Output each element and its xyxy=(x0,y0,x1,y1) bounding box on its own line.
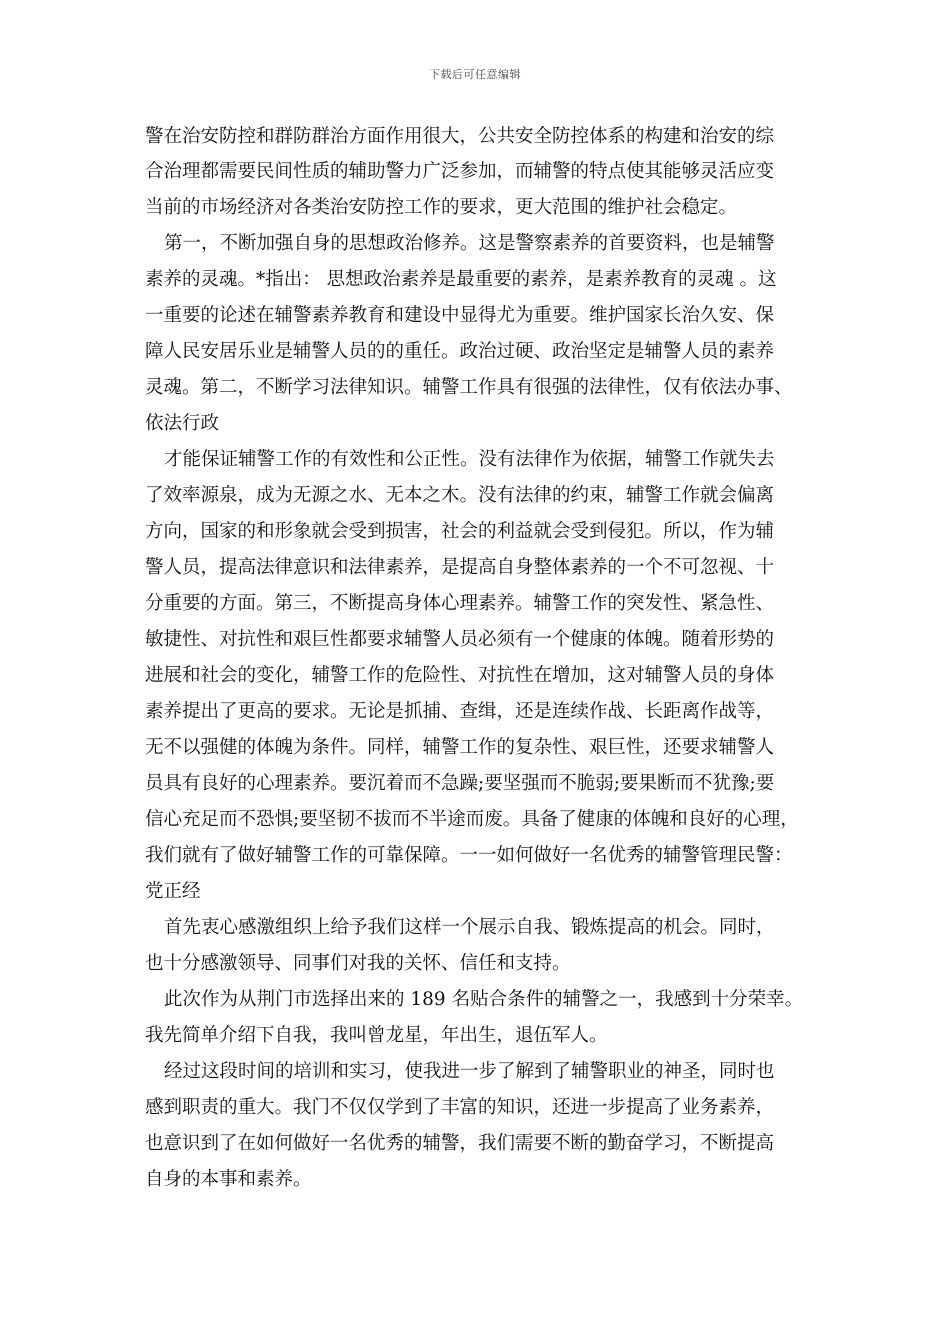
text-line: 党正经 xyxy=(145,881,201,902)
text-line: 感到职责的重大。我门不仅仅学到了丰富的知识，还进一步提高了业务素养， xyxy=(145,1097,775,1118)
text-line: 我先简单介绍下自我，我叫曾龙星，年出生，退伍军人。 xyxy=(145,1025,608,1046)
text-line: 分重要的方面。第三，不断提高身体心理素养。辅警工作的突发性、紧急性、 xyxy=(145,593,775,614)
text-line: 障人民安居乐业是辅警人员的的重任。政治过硬、政治坚定是辅警人员的素养 xyxy=(145,341,775,362)
text-line: 无不以强健的体魄为条件。同样，辅警工作的复杂性、艰巨性，还要求辅警人 xyxy=(145,737,775,758)
text-line: 警人员，提高法律意识和法律素养，是提高自身整体素养的一个不可忽视、十 xyxy=(145,557,775,578)
paragraph-first-line: 才能保证辅警工作的有效性和公正性。没有法律作为依据，辅警工作就失去 xyxy=(164,449,775,470)
text-line: 一重要的论述在辅警素养教育和建设中显得尤为重要。维护国家长治久安、保 xyxy=(145,305,775,326)
text-line: 进展和社会的变化，辅警工作的危险性、对抗性在增加，这对辅警人员的身体 xyxy=(145,665,775,686)
text-line: 素养的灵魂。*指出： 思想政治素养是最重要的素养，是素养教育的灵魂 。这 xyxy=(145,269,777,290)
text-line: 敏捷性、对抗性和艰巨性都要求辅警人员必须有一个健康的体魄。随着形势的 xyxy=(145,629,775,650)
text-line: 我们就有了做好辅警工作的可靠保障。一一如何做好一名优秀的辅警管理民警： xyxy=(145,845,793,866)
text-line: 了效率源泉，成为无源之水、无本之木。没有法律的约束，辅警工作就会偏离 xyxy=(145,485,775,506)
text-line: 自身的本事和素养。 xyxy=(145,1169,312,1190)
text-line: 方向，国家的和形象就会受到损害，社会的利益就会受到侵犯。所以，作为辅 xyxy=(145,521,775,542)
paragraph-first-line: 首先衷心感激组织上给予我们这样一个展示自我、锻炼提高的机会。同时， xyxy=(164,917,775,938)
paragraph-first-line: 第一，不断加强自身的思想政治修养。这是警察素养的首要资料，也是辅警 xyxy=(164,233,775,254)
paragraph-first-line: 此次作为从荆门市选择出来的 189 名贴合条件的辅警之一，我感到十分荣幸。 xyxy=(164,989,804,1010)
paragraph-first-line: 经过这段时间的培训和实习，使我进一步了解到了辅警职业的神圣，同时也 xyxy=(164,1061,775,1082)
text-line: 信心充足而不恐惧;要坚韧不拔而不半途而废。具备了健康的体魄和良好的心理， xyxy=(145,809,799,830)
text-line: 也十分感激领导、同事们对我的关怀、信任和支持。 xyxy=(145,953,571,974)
text-line: 警在治安防控和群防群治方面作用很大，公共安全防控体系的构建和治安的综 xyxy=(145,126,775,147)
text-line: 当前的市场经济对各类治安防控工作的要求，更大范围的维护社会稳定。 xyxy=(145,197,738,218)
text-line: 合治理都需要民间性质的辅助警力广泛参加，而辅警的特点使其能够灵活应变 xyxy=(145,161,775,182)
text-line: 员具有良好的心理素养。要沉着而不急躁;要坚强而不脆弱;要果断而不犹豫;要 xyxy=(145,773,775,794)
text-line: 也意识到了在如何做好一名优秀的辅警，我们需要不断的勤奋学习，不断提高 xyxy=(145,1133,775,1154)
page-header: 下载后可任意编辑 xyxy=(429,68,521,81)
text-line: 素养提出了更高的要求。无论是抓捕、查缉，还是连续作战、长距离作战等， xyxy=(145,701,775,722)
text-line: 灵魂。第二，不断学习法律知识。辅警工作具有很强的法律性，仅有依法办事、 xyxy=(145,377,793,398)
text-line: 依法行政 xyxy=(145,413,220,434)
